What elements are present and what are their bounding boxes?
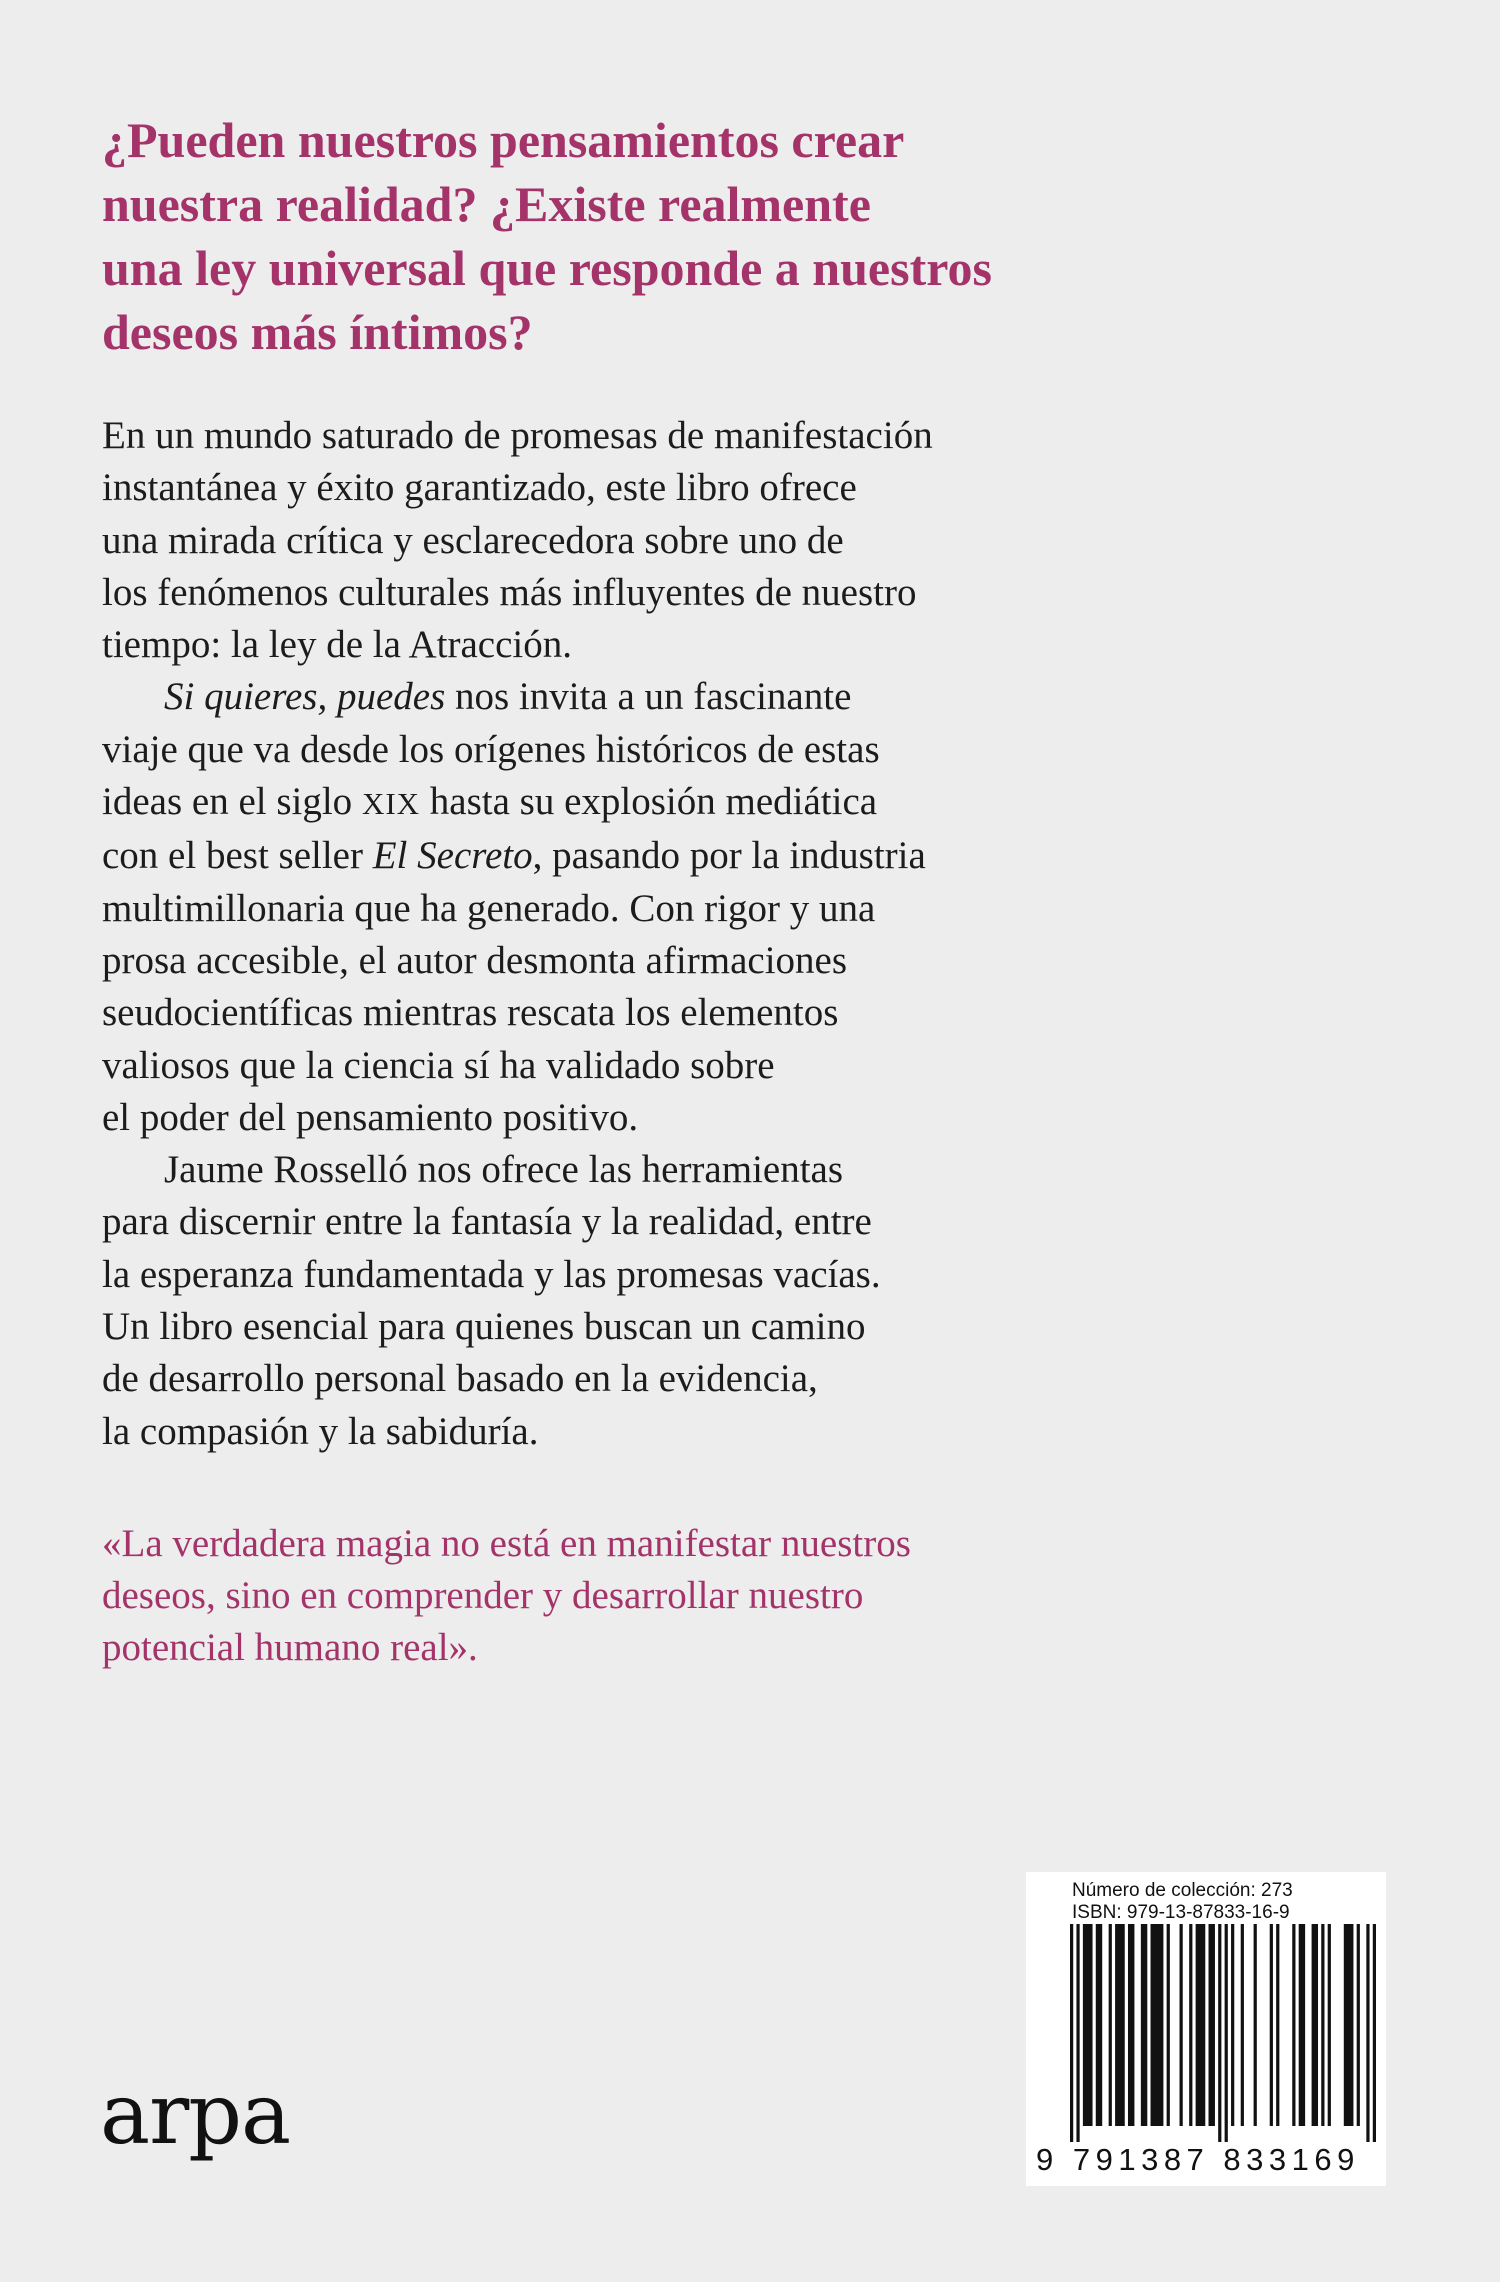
synopsis-line: una mirada crítica y esclarecedora sobre uno de: [102, 518, 844, 562]
barcode-bar: [1292, 1924, 1295, 2126]
synopsis-line: [102, 830, 1102, 882]
barcode-bar: [1167, 1924, 1170, 2126]
line-text: ideas en el siglo: [102, 780, 362, 824]
barcode-bar: [1276, 1924, 1279, 2126]
synopsis: [102, 410, 1102, 1458]
barcode-bar: [1254, 1924, 1257, 2126]
synopsis-line: valiosos que la ciencia sí ha validado sobre: [102, 1043, 775, 1087]
barcode-bar: [1115, 1924, 1125, 2126]
barcode-bar: [1189, 1924, 1192, 2126]
synopsis-line: la compasión y la sabiduría.: [102, 1409, 539, 1453]
synopsis-line: tiempo: la ley de la Atracción.: [102, 623, 572, 667]
barcode-bar: [1070, 1924, 1073, 2142]
quote-line: potencial humano real».: [102, 1626, 478, 1669]
barcode-bar: [1231, 1924, 1234, 2126]
barcode-bar: [1083, 1924, 1093, 2126]
headline-line: deseos más íntimos?: [102, 304, 533, 360]
barcode-bar: [1076, 1924, 1079, 2142]
synopsis-line: instantánea y éxito garantizado, este libro ofrece: [102, 466, 857, 510]
headline-line: ¿Pueden nuestros pensamientos crear: [102, 112, 905, 168]
synopsis-line: seudocientíficas mientras rescata los elementos: [102, 991, 839, 1035]
line-text: hasta su explosión mediática: [420, 780, 878, 824]
synopsis-line: la esperanza fundamentada y las promesas vacías.: [102, 1252, 881, 1296]
barcode-bar: [1299, 1924, 1305, 2126]
barcode-bar: [1328, 1924, 1331, 2126]
barcode-bar: [1096, 1924, 1102, 2126]
headline-line: una ley universal que responde a nuestros: [102, 240, 992, 296]
barcode-bar: [1180, 1924, 1183, 2126]
barcode-bar: [1209, 1924, 1215, 2126]
barcode-bar: [1312, 1924, 1318, 2126]
synopsis-line: de desarrollo personal basado en la evidencia,: [102, 1357, 818, 1401]
century-numeral: XIX: [361, 786, 421, 822]
synopsis-line: viaje que va desde los orígenes históricos de estas: [102, 727, 880, 771]
barcode-bar: [1225, 1924, 1228, 2142]
book-title: Si quieres, puedes: [164, 675, 446, 719]
synopsis-line: prosa accesible, el autor desmonta afirmaciones: [102, 938, 848, 982]
barcode-bar: [1344, 1924, 1354, 2126]
headline: [102, 108, 1102, 364]
headline-line: nuestra realidad? ¿Existe realmente: [102, 176, 871, 232]
quote-line: «La verdadera magia no está en manifestar nuestros: [102, 1522, 911, 1565]
synopsis-line: los fenómenos culturales más influyentes de nuestro: [102, 570, 917, 614]
book-title: El Secreto: [372, 834, 533, 878]
line-text: con el best seller: [102, 834, 373, 878]
barcode-bar: [1357, 1924, 1360, 2126]
barcode-bar: [1151, 1924, 1164, 2126]
synopsis-line: multimillonaria que ha generado. Con rigor y una: [102, 886, 876, 930]
line-text: nos invita a un fascinante: [445, 675, 852, 719]
barcode-digits: 9 791387 833169: [1036, 2142, 1360, 2177]
barcode-bar: [1128, 1924, 1134, 2126]
synopsis-line: En un mundo saturado de promesas de manifestación: [102, 414, 933, 457]
barcode-graphic: [1070, 1924, 1376, 2142]
synopsis-line: [102, 671, 1102, 723]
collection-number: Número de colección: 273: [1072, 1880, 1293, 1901]
line-text: , pasando por la industria: [532, 834, 926, 878]
barcode-bar: [1141, 1924, 1147, 2126]
synopsis-line: Un libro esencial para quienes buscan un camino: [102, 1305, 866, 1349]
barcode-bar: [1321, 1924, 1324, 2126]
synopsis-line: para discernir entre la fantasía y la realidad, entre: [102, 1200, 872, 1244]
synopsis-line: [102, 776, 1102, 830]
barcode-bar: [1366, 1924, 1369, 2142]
barcode-panel: [1026, 1872, 1386, 2186]
pull-quote: [102, 1518, 1102, 1674]
synopsis-line: el poder del pensamiento positivo.: [102, 1095, 639, 1139]
synopsis-line: Jaume Rosselló nos ofrece las herramientas: [164, 1148, 844, 1192]
barcode-bar: [1373, 1924, 1376, 2142]
quote-line: deseos, sino en comprender y desarrollar nuestro: [102, 1574, 864, 1617]
publisher-logo: arpa: [100, 2065, 291, 2163]
barcode-bar: [1218, 1924, 1221, 2142]
barcode-bar: [1270, 1924, 1273, 2126]
barcode-bar: [1109, 1924, 1112, 2126]
barcode-meta: [1072, 1880, 1293, 1924]
barcode-bar: [1241, 1924, 1244, 2126]
barcode-bar: [1196, 1924, 1206, 2126]
isbn-label: ISBN: 979-13-87833-16-9: [1072, 1902, 1290, 1923]
